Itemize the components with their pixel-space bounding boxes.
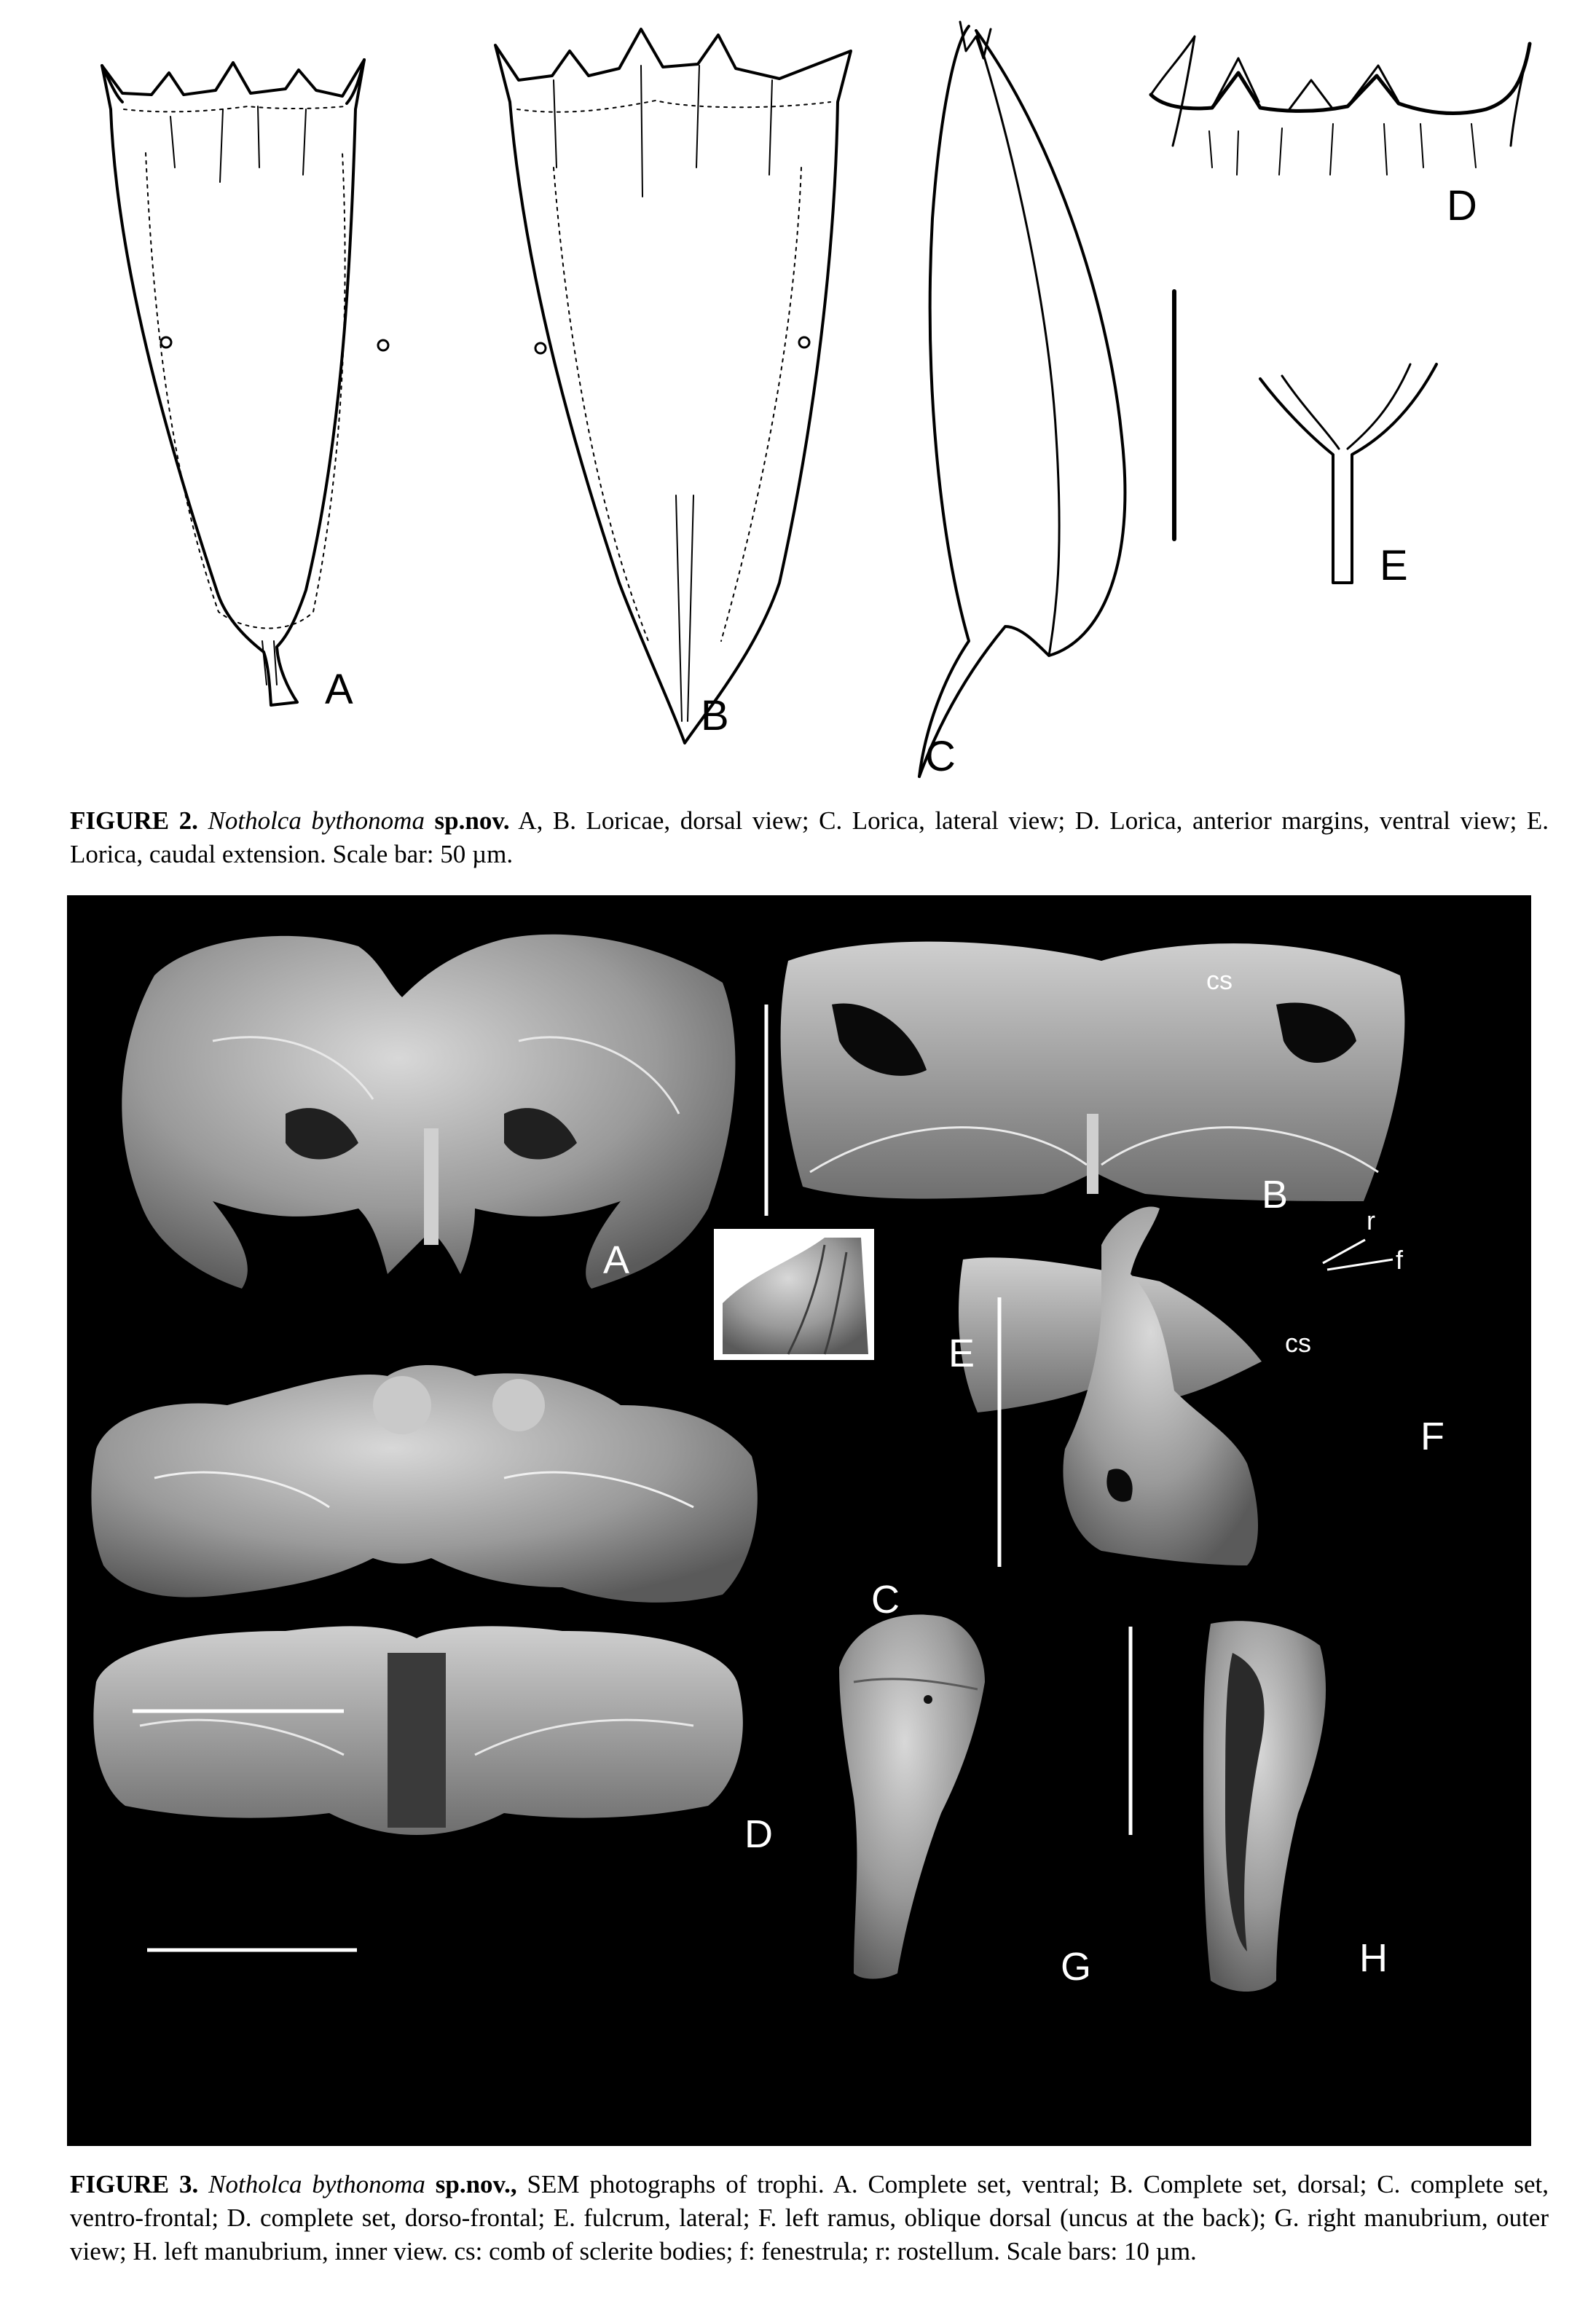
fig3-label-b: B (1262, 1173, 1289, 1216)
fig3-label-f-fenestrula: f (1396, 1245, 1404, 1275)
fig3-label-f: F (1420, 1415, 1444, 1458)
fig3-label-g: G (1061, 1945, 1092, 1989)
fig3-label-a: A (603, 1238, 630, 1282)
sem-a-trophi-ventral (122, 935, 735, 1289)
fig3-label-cs-b: cs (1206, 965, 1233, 995)
figure-2-drawings (0, 0, 1596, 787)
figure-2-caption (70, 804, 1549, 871)
fig2-label-c: C (925, 733, 956, 780)
fig2-label-e: E (1380, 542, 1408, 589)
figure-3-caption (70, 2168, 1549, 2268)
lorica-a-drawing (102, 60, 388, 705)
sem-b-trophi-dorsal (781, 942, 1405, 1201)
sem-images (67, 895, 1531, 2146)
label-r-f-pointer (1323, 1240, 1393, 1270)
figure-3-spnov: sp.nov., (435, 2170, 517, 2198)
figure-3-caption-text: SEM photographs of trophi. A. Complete set, ventral; B. Complete set, dorsal; C. complete set, ventro-frontal; D. complete set, dorso-frontal; E. fulcrum, lateral; F. left ramus, oblique dorsal (uncus at the back); G. right manubrium, outer view; H. left manubrium, inner view. cs: comb of sclerite bodies; f: fenestrula; r: rostellum. Scale bars: 10 µm. (70, 2170, 1549, 2265)
figure-3-species: Notholca bythonoma (208, 2170, 425, 2198)
fig3-label-r: r (1367, 1206, 1375, 1235)
fig3-label-cs-f: cs (1285, 1328, 1311, 1358)
sem-g-right-manubrium (839, 1615, 985, 1979)
fig2-label-a: A (325, 666, 353, 713)
sem-h-left-manubrium (1203, 1621, 1326, 1992)
figure-3-prefix: FIGURE 3. (70, 2170, 199, 2198)
sem-d-trophi-dorso-frontal (93, 1626, 742, 1835)
figure-3-sem-panel (67, 895, 1531, 2146)
lorica-c-drawing (919, 22, 1125, 780)
sem-e-fulcrum-inset (714, 1229, 874, 1360)
fig2-label-b: B (701, 692, 729, 739)
figure-2-caption-text: A, B. Loricae, dorsal view; C. Lorica, lateral view; D. Lorica, anterior margins, ventral view; E. Lorica, caudal extension. Scale bar: 50 µm. (70, 806, 1549, 868)
figure-2-prefix: FIGURE 2. (70, 806, 198, 835)
fig3-label-c: C (871, 1578, 900, 1622)
sem-c-trophi-ventro-frontal (91, 1365, 757, 1603)
fig3-label-h: H (1359, 1936, 1388, 1980)
figure-2-spnov: sp.nov. (434, 806, 510, 835)
fig3-label-d: D (744, 1812, 773, 1856)
sem-f-left-ramus (959, 1206, 1262, 1565)
figure-2-species: Notholca bythonoma (208, 806, 425, 835)
fig3-label-e: E (948, 1332, 975, 1375)
lorica-d-drawing (1151, 36, 1530, 175)
lorica-b-drawing (495, 29, 851, 743)
lorica-e-drawing (1260, 364, 1436, 583)
fig2-label-d: D (1447, 182, 1477, 229)
